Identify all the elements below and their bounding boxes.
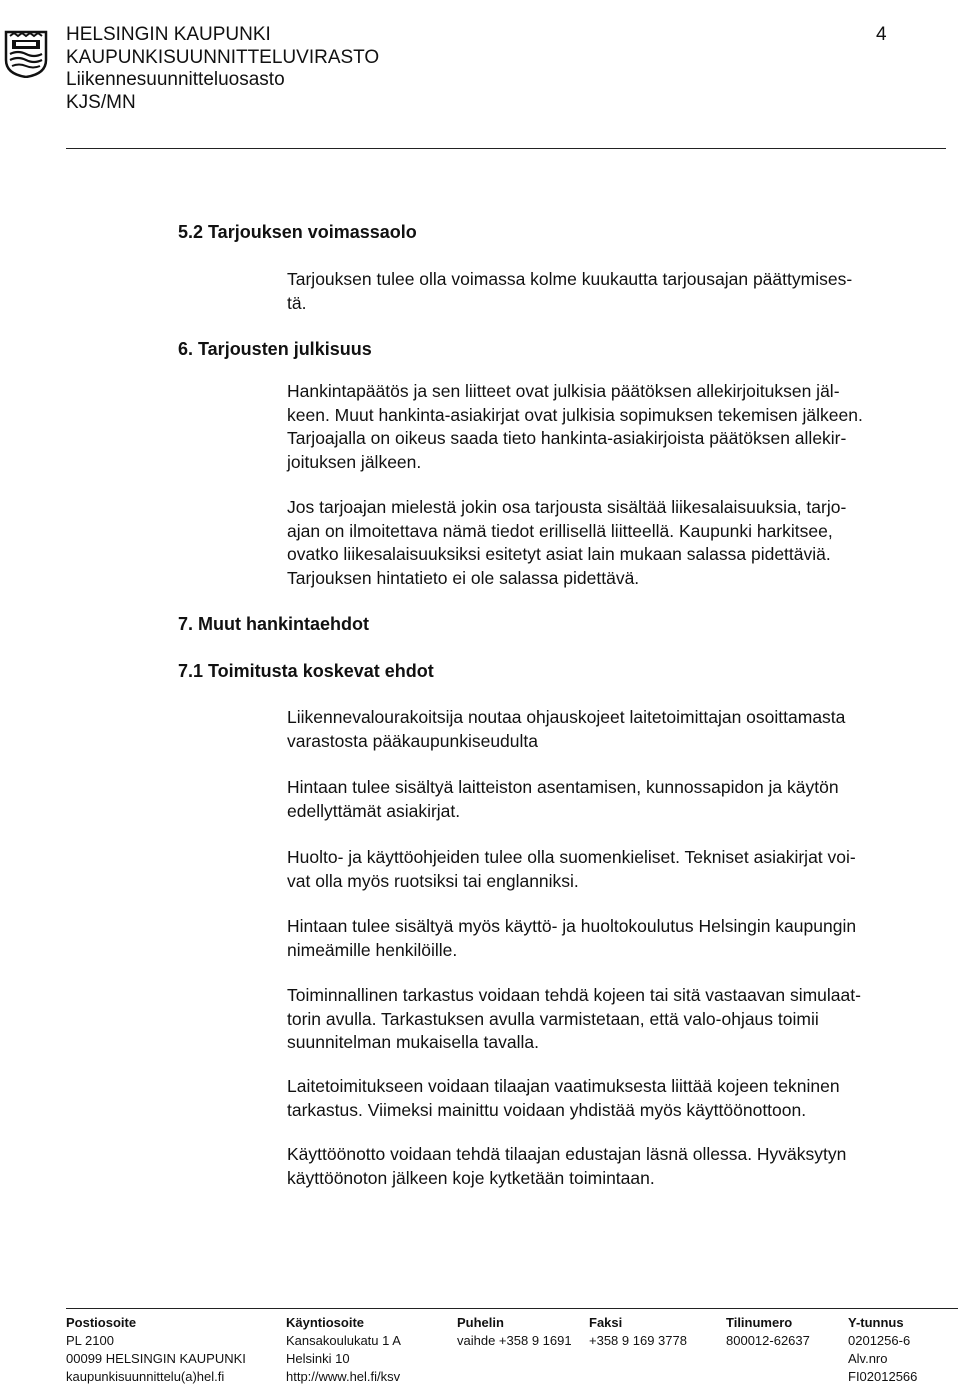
footer-visiting-address <box>286 1314 401 1386</box>
footer-fax <box>589 1314 687 1350</box>
paragraph-line: Tarjouksen hintatieto ei ole salassa pidettävä. <box>287 567 640 588</box>
section-6-heading: 6. Tarjousten julkisuus <box>178 339 372 359</box>
paragraph-line: joituksen jälkeen. <box>287 451 422 472</box>
section-7-1-paragraph <box>287 915 947 962</box>
footer-email: kaupunkisuunnittelu(a)hel.fi <box>66 1369 225 1384</box>
paragraph-line: varastosta pääkaupunkiseudulta <box>287 730 539 751</box>
paragraph-line: ovatko liikesalaisuuksiksi esitetyt asiat lain mukaan salassa pidettäviä. <box>287 544 831 564</box>
footer-website: http://www.hel.fi/ksv <box>286 1369 401 1384</box>
paragraph-line: Tarjoajalla on oikeus saada tieto hankinta-asiakirjoista päätöksen allekir- <box>287 428 847 448</box>
section-7-1-paragraph <box>287 1075 947 1122</box>
footer-value: FI02012566 <box>848 1369 918 1384</box>
footer-divider <box>66 1308 958 1309</box>
footer-label: Y-tunnus <box>848 1315 904 1330</box>
division-name: Liikennesuunnitteluosasto <box>66 69 285 90</box>
paragraph-line: Hintaan tulee sisältyä laitteiston asentamisen, kunnossapidon ja käytön <box>287 777 839 797</box>
paragraph-line: keen. Muut hankinta-asiakirjat ovat julkisia sopimuksen tekemisen jälkeen. <box>287 404 863 425</box>
helsinki-crest-logo <box>4 30 48 78</box>
footer-value: +358 9 169 3778 <box>589 1333 687 1348</box>
paragraph-line: nimeämille henkilöille. <box>287 939 458 960</box>
footer-label: Faksi <box>589 1315 623 1330</box>
paragraph-line: Liikennevalourakoitsija noutaa ohjauskojeet laitetoimittajan osoittamasta <box>287 707 846 727</box>
section-5-2-paragraph <box>287 268 947 315</box>
footer-value: Kansakoulukatu 1 A <box>286 1333 401 1348</box>
paragraph-line: tä. <box>287 292 307 313</box>
footer-label: Puhelin <box>457 1315 504 1330</box>
paragraph-line: suunnitelman mukaisella tavalla. <box>287 1032 539 1052</box>
paragraph-line: Toiminnallinen tarkastus voidaan tehdä kojeen tai sitä vastaavan simulaat- <box>287 985 861 1005</box>
footer-business-id <box>848 1314 917 1386</box>
department-name: KAUPUNKISUUNNITTELUVIRASTO <box>66 46 380 68</box>
footer-account-number <box>726 1314 810 1350</box>
organization-header <box>66 24 379 114</box>
footer-value: 0201256-6 <box>848 1333 911 1348</box>
paragraph-line: tarkastus. Viimeksi mainittu voidaan yhdistää myös käyttöönottoon. <box>287 1099 807 1120</box>
paragraph-line: Käyttöönotto voidaan tehdä tilaajan edustajan läsnä ollessa. Hyväksytyn <box>287 1144 847 1164</box>
footer-value: Helsinki 10 <box>286 1351 350 1366</box>
footer-phone <box>457 1314 572 1350</box>
footer-value: 00099 HELSINGIN KAUPUNKI <box>66 1351 246 1366</box>
paragraph-line: torin avulla. Tarkastuksen avulla varmistetaan, että valo-ohjaus toimii <box>287 1008 819 1029</box>
footer-label: Käyntiosoite <box>286 1315 365 1330</box>
section-7-1-paragraph <box>287 846 947 893</box>
section-7-1-paragraph <box>287 706 947 753</box>
paragraph-line: ajan on ilmoitettava nämä tiedot erillisellä liitteellä. Kaupunki harkitsee, <box>287 520 833 541</box>
section-7-heading: 7. Muut hankintaehdot <box>178 614 369 634</box>
section-6-paragraph-1 <box>287 380 947 474</box>
paragraph-line: käyttöönoton jälkeen koje kytketään toimintaan. <box>287 1167 655 1188</box>
reference-code: KJS/MN <box>66 91 136 113</box>
paragraph-line: Huolto- ja käyttöohjeiden tulee olla suomenkieliset. Tekniset asiakirjat voi- <box>287 847 856 867</box>
paragraph-line: Jos tarjoajan mielestä jokin osa tarjousta sisältää liikesalaisuuksia, tarjo- <box>287 497 847 517</box>
paragraph-line: Tarjouksen tulee olla voimassa kolme kuukautta tarjousajan päättymises- <box>287 269 853 289</box>
footer-value: vaihde +358 9 1691 <box>457 1333 572 1348</box>
page-number: 4 <box>876 24 887 45</box>
footer-value: Alv.nro <box>848 1351 888 1366</box>
footer-postal-address <box>66 1314 246 1386</box>
section-7-1-heading: 7.1 Toimitusta koskevat ehdot <box>178 661 434 681</box>
footer-label: Postiosoite <box>66 1315 137 1330</box>
paragraph-line: Hankintapäätös ja sen liitteet ovat julkisia päätöksen allekirjoituksen jäl- <box>287 381 840 401</box>
section-6-paragraph-2 <box>287 496 947 590</box>
footer-value: 800012-62637 <box>726 1333 810 1348</box>
header-divider <box>66 148 946 149</box>
footer-value: PL 2100 <box>66 1333 114 1348</box>
section-7-1-paragraph <box>287 776 947 823</box>
section-5-2-heading: 5.2 Tarjouksen voimassaolo <box>178 222 417 242</box>
paragraph-line: Hintaan tulee sisältyä myös käyttö- ja huoltokoulutus Helsingin kaupungin <box>287 916 857 936</box>
org-name: HELSINGIN KAUPUNKI <box>66 24 271 45</box>
section-7-1-paragraph <box>287 1143 947 1190</box>
footer-label: Tilinumero <box>726 1315 793 1330</box>
paragraph-line: vat olla myös ruotsiksi tai englanniksi. <box>287 870 579 891</box>
paragraph-line: Laitetoimitukseen voidaan tilaajan vaatimuksesta liittää kojeen tekninen <box>287 1076 840 1096</box>
paragraph-line: edellyttämät asiakirjat. <box>287 800 461 821</box>
section-7-1-paragraph <box>287 984 947 1055</box>
